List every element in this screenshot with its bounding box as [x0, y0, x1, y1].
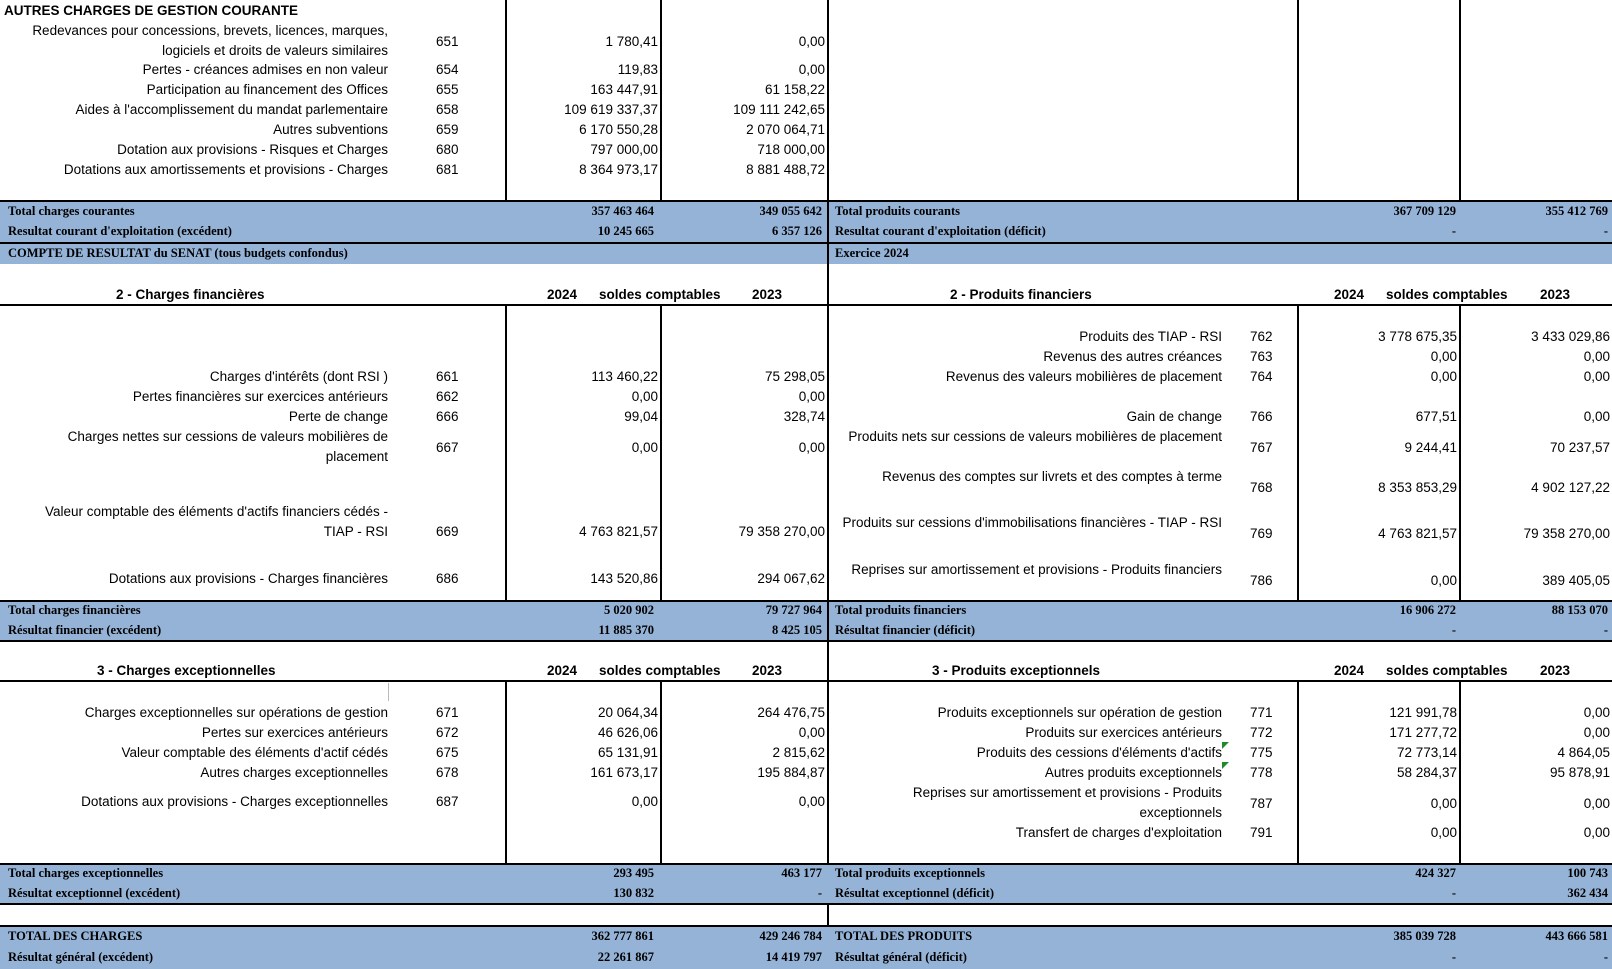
total-right-2023: 362 434 [1567, 886, 1608, 900]
row-value-2023: 264 476,75 [757, 705, 825, 720]
total-left-2024: 293 495 [613, 866, 654, 880]
row-value-2024: 0,00 [1430, 369, 1457, 384]
section3-left-col-2023: 2023 [752, 663, 783, 678]
row-value-2023: 2 070 064,71 [746, 122, 825, 137]
total-left-label: Total charges exceptionnelles [8, 866, 164, 880]
row-code: 769 [1250, 525, 1273, 541]
row-code: 658 [436, 102, 459, 117]
row-code: 687 [436, 794, 459, 809]
section3-right-col-2023: 2023 [1540, 663, 1571, 678]
row-value-2023: 61 158,22 [764, 82, 825, 97]
row-value-2024: 20 064,34 [597, 705, 658, 720]
row-value-2024: 119,83 [617, 62, 658, 77]
cell-comment-marker [1222, 742, 1229, 749]
row-value-2023: 3 433 029,86 [1531, 329, 1610, 344]
total-left-2023: - [817, 886, 822, 900]
section2-left-col-2024: 2024 [547, 287, 578, 302]
row-code: 772 [1250, 725, 1273, 740]
row-value-2024: 0,00 [1430, 825, 1457, 840]
row-value-2024: 6 170 550,28 [579, 122, 658, 137]
total-left-2023: 14 419 797 [765, 950, 822, 964]
total-right-2024: - [1451, 623, 1456, 637]
row-label: Autres subventions [273, 122, 388, 137]
row-value-2024: 99,04 [624, 409, 658, 424]
row-value-2023: 0,00 [798, 62, 825, 77]
row-label: Revenus des valeurs mobilières de placement [945, 369, 1222, 384]
row-label: Autres produits exceptionnels [1044, 765, 1222, 780]
section3-right-col-2024: 2024 [1334, 663, 1365, 678]
row-label: Pertes financières sur exercices antérieurs [132, 389, 388, 404]
row-value-2023: 0,00 [1583, 349, 1610, 364]
total-right-label: Resultat courant d'exploitation (déficit) [835, 224, 1046, 238]
row-value-2023: 0,00 [1583, 795, 1610, 811]
row-value-2023: 2 815,62 [772, 745, 825, 760]
row-value-2023: 0,00 [798, 33, 825, 49]
total-left-2024: 362 777 861 [591, 929, 654, 943]
row-value-2024: 143 520,86 [590, 571, 658, 586]
section2-right-col-2024: 2024 [1334, 287, 1365, 302]
row-value-2023: 0,00 [1583, 369, 1610, 384]
row-code: 771 [1250, 705, 1273, 720]
row-code: 763 [1250, 349, 1273, 364]
section2-right-col-mid: soldes comptables [1386, 287, 1508, 302]
section3-right-col-mid: soldes comptables [1386, 663, 1508, 678]
total-right-2023: 88 153 070 [1551, 603, 1608, 617]
row-label: Valeur comptable des éléments d'actifs financiers cédés - TIAP - RSI [45, 504, 388, 539]
row-label: Charges exceptionnelles sur opérations de gestion [84, 705, 388, 720]
row-value-2023: 294 067,62 [757, 571, 825, 586]
row-label: Redevances pour concessions, brevets, licences, marques, logiciels et droits de valeurs similaires [32, 23, 388, 58]
total-right-2024: 424 327 [1415, 866, 1456, 880]
row-value-2023: 0,00 [1583, 705, 1610, 720]
row-value-2024: 4 763 821,57 [1378, 525, 1457, 541]
total-right-2023: 355 412 769 [1545, 204, 1608, 218]
row-code: 678 [436, 765, 459, 780]
row-code: 686 [436, 571, 459, 586]
row-value-2024: 0,00 [1430, 795, 1457, 811]
row-value-2024: 797 000,00 [590, 142, 658, 157]
row-value-2023: 109 111 242,65 [733, 102, 825, 117]
banner-right: Exercice 2024 [835, 246, 909, 260]
row-label: Autres charges exceptionnelles [200, 765, 388, 780]
section3-left-col-2024: 2024 [547, 663, 578, 678]
row-label: Produits des TIAP - RSI [1079, 329, 1222, 344]
row-value-2024: 677,51 [1415, 409, 1457, 424]
section3-right-title: 3 - Produits exceptionnels [932, 663, 1101, 678]
total-right-2023: - [1603, 224, 1608, 238]
row-code: 659 [436, 122, 459, 137]
row-code: 667 [436, 439, 459, 455]
row-label: Aides à l'accomplissement du mandat parlementaire [75, 102, 388, 117]
total-left-2023: 79 727 964 [765, 603, 822, 617]
row-label: Produits des cessions d'éléments d'actifs [976, 745, 1222, 760]
row-code: 764 [1250, 369, 1273, 384]
section2-right-col-2023: 2023 [1540, 287, 1571, 302]
total-left-label: TOTAL DES CHARGES [8, 929, 143, 943]
row-value-2023: 195 884,87 [757, 765, 825, 780]
row-code: 767 [1250, 439, 1273, 455]
row-code: 681 [436, 162, 459, 177]
total-left-2023: 429 246 784 [759, 929, 822, 943]
total-left-2024: 11 885 370 [598, 623, 654, 637]
total-left-label: Total charges financières [8, 603, 141, 617]
row-code: 672 [436, 725, 459, 740]
section2-left-col-2023: 2023 [752, 287, 783, 302]
row-value-2024: 161 673,17 [590, 765, 658, 780]
total-left-label: Résultat général (excédent) [8, 950, 154, 964]
row-code: 787 [1250, 795, 1273, 811]
row-value-2024: 65 131,91 [597, 745, 658, 760]
row-label: Transfert de charges d'exploitation [1015, 825, 1222, 840]
total-left-label: Resultat courant d'exploitation (excédent) [8, 224, 232, 238]
row-label: Reprises sur amortissement et provisions - Produits exceptionnels [912, 785, 1222, 820]
row-code: 775 [1250, 745, 1273, 760]
row-code: 680 [436, 142, 459, 157]
row-label: Dotation aux provisions - Risques et Charges [117, 142, 388, 157]
row-value-2023: 0,00 [1583, 825, 1610, 840]
row-label: Produits exceptionnels sur opération de gestion [937, 705, 1222, 720]
section3-left-col-mid: soldes comptables [599, 663, 721, 678]
row-value-2023: 0,00 [798, 725, 825, 740]
row-value-2023: 0,00 [798, 794, 825, 809]
row-label: Dotations aux provisions - Charges exceptionnelles [81, 794, 388, 809]
row-value-2023: 95 878,91 [1549, 765, 1610, 780]
row-code: 662 [436, 389, 459, 404]
row-value-2024: 0,00 [1430, 349, 1457, 364]
row-code: 786 [1250, 572, 1273, 588]
total-right-2023: 100 743 [1567, 866, 1608, 880]
row-label: Produits sur exercices antérieurs [1025, 725, 1222, 740]
row-code: 654 [436, 62, 459, 77]
row-code: 655 [436, 82, 459, 97]
row-value-2023: 0,00 [798, 389, 825, 404]
row-value-2023: 389 405,05 [1542, 572, 1610, 588]
total-left-2023: 6 357 126 [772, 224, 822, 238]
row-value-2023: 8 881 488,72 [746, 162, 825, 177]
total-right-label: Total produits courants [835, 204, 961, 218]
row-label: Pertes sur exercices antérieurs [201, 725, 388, 740]
row-value-2023: 4 902 127,22 [1531, 479, 1610, 495]
total-right-label: Total produits financiers [835, 603, 967, 617]
row-value-2024: 72 773,14 [1396, 745, 1457, 760]
row-code: 651 [436, 33, 459, 49]
row-code: 766 [1250, 409, 1273, 424]
total-right-label: Résultat exceptionnel (déficit) [835, 886, 994, 900]
row-label: Produits nets sur cessions de valeurs mobilières de placement [848, 429, 1222, 444]
total-right-2023: 443 666 581 [1545, 929, 1608, 943]
total-left-2023: 349 055 642 [759, 204, 822, 218]
row-label: Produits sur cessions d'immobilisations financières - TIAP - RSI [842, 515, 1222, 530]
total-right-2024: 385 039 728 [1393, 929, 1456, 943]
row-value-2023: 79 358 270,00 [1523, 525, 1610, 541]
row-code: 762 [1250, 329, 1273, 344]
row-value-2024: 58 284,37 [1396, 765, 1457, 780]
row-value-2023: 79 358 270,00 [738, 523, 825, 539]
total-left-label: Résultat financier (excédent) [8, 623, 162, 637]
row-value-2023: 0,00 [798, 439, 825, 455]
row-code: 666 [436, 409, 459, 424]
row-code: 671 [436, 705, 459, 720]
section2-right-title: 2 - Produits financiers [950, 287, 1092, 302]
total-right-2024: 16 906 272 [1399, 603, 1456, 617]
row-value-2024: 163 447,91 [590, 82, 658, 97]
row-code: 675 [436, 745, 459, 760]
row-value-2023: 4 864,05 [1557, 745, 1610, 760]
row-value-2024: 121 991,78 [1389, 705, 1457, 720]
row-code: 791 [1250, 825, 1273, 840]
row-value-2023: 718 000,00 [757, 142, 825, 157]
row-value-2023: 328,74 [783, 409, 825, 424]
row-label: Charges d'intérêts (dont RSI ) [209, 369, 388, 384]
row-label: Perte de change [288, 409, 388, 424]
row-value-2024: 109 619 337,37 [564, 102, 658, 117]
row-label: Charges nettes sur cessions de valeurs mobilières de placement [67, 429, 388, 464]
total-left-2023: 463 177 [781, 866, 822, 880]
total-right-label: Total produits exceptionnels [835, 866, 986, 880]
total-left-2024: 10 245 665 [597, 224, 654, 238]
total-right-2023: - [1603, 623, 1608, 637]
row-label: Reprises sur amortissement et provisions - Produits financiers [851, 562, 1222, 577]
row-value-2024: 8 364 973,17 [579, 162, 658, 177]
total-left-label: Résultat exceptionnel (excédent) [8, 886, 181, 900]
total-right-2024: 367 709 129 [1393, 204, 1456, 218]
total-right-2024: - [1451, 224, 1456, 238]
total-left-label: Total charges courantes [8, 204, 135, 218]
row-value-2024: 46 626,06 [597, 725, 658, 740]
total-left-2024: 357 463 464 [591, 204, 654, 218]
total-right-2023: - [1603, 950, 1608, 964]
row-code: 661 [436, 369, 459, 384]
total-right-2024: - [1451, 950, 1456, 964]
row-label: Dotations aux provisions - Charges financières [108, 571, 388, 586]
row-value-2024: 171 277,72 [1389, 725, 1457, 740]
section-title-autres-charges: AUTRES CHARGES DE GESTION COURANTE [4, 3, 299, 18]
row-code: 768 [1250, 479, 1273, 495]
row-value-2023: 0,00 [1583, 409, 1610, 424]
row-label: Gain de change [1126, 409, 1222, 424]
row-label: Revenus des comptes sur livrets et des comptes à terme [882, 469, 1222, 484]
row-value-2024: 113 460,22 [591, 369, 658, 384]
total-left-2024: 130 832 [613, 886, 654, 900]
total-right-label: TOTAL DES PRODUITS [835, 929, 973, 943]
row-value-2024: 1 780,41 [605, 33, 658, 49]
row-label: Dotations aux amortissements et provisions - Charges [63, 162, 388, 177]
row-label: Valeur comptable des éléments d'actif cédés [121, 745, 388, 760]
row-value-2024: 4 763 821,57 [579, 523, 658, 539]
total-left-2024: 22 261 867 [597, 950, 654, 964]
row-value-2024: 8 353 853,29 [1378, 479, 1457, 495]
total-left-2024: 5 020 902 [604, 603, 654, 617]
row-code: 778 [1250, 765, 1273, 780]
row-label: Revenus des autres créances [1043, 349, 1222, 364]
total-left-2023: 8 425 105 [772, 623, 822, 637]
row-value-2023: 75 298,05 [764, 369, 825, 384]
row-label: Pertes - créances admises en non valeur [142, 62, 388, 77]
total-right-2024: - [1451, 886, 1456, 900]
row-value-2023: 0,00 [1583, 725, 1610, 740]
row-code: 669 [436, 523, 459, 539]
cell-comment-marker [1222, 762, 1229, 769]
section2-left-col-mid: soldes comptables [599, 287, 721, 302]
total-right-label: Résultat général (déficit) [835, 950, 967, 964]
section3-left-title: 3 - Charges exceptionnelles [97, 663, 276, 678]
row-value-2024: 0,00 [631, 389, 658, 404]
banner-left: COMPTE DE RESULTAT du SENAT (tous budgets confondus) [8, 246, 348, 260]
section2-left-title: 2 - Charges financières [116, 287, 265, 302]
total-right-label: Résultat financier (déficit) [835, 623, 976, 637]
row-value-2024: 0,00 [1430, 572, 1457, 588]
row-value-2024: 0,00 [631, 439, 658, 455]
row-value-2023: 70 237,57 [1549, 439, 1610, 455]
row-value-2024: 0,00 [631, 794, 658, 809]
row-value-2024: 3 778 675,35 [1378, 329, 1457, 344]
row-label: Participation au financement des Offices [146, 82, 388, 97]
row-value-2024: 9 244,41 [1404, 439, 1457, 455]
